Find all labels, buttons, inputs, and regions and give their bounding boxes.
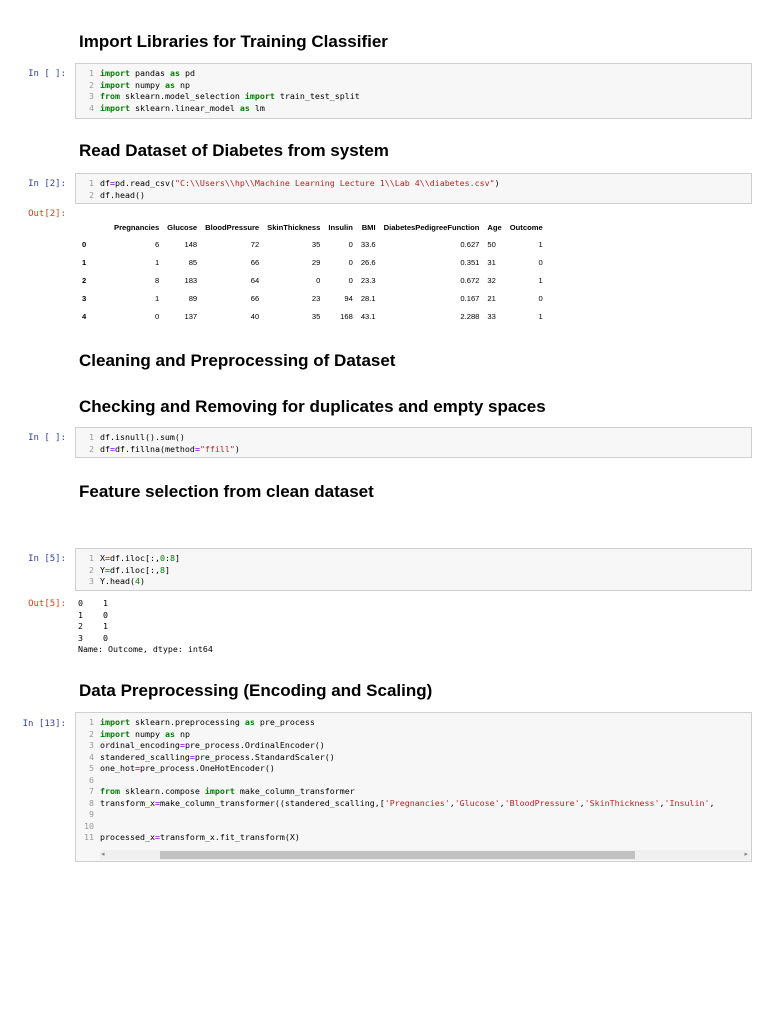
out-5-text <box>78 598 213 656</box>
code-cell-5-source[interactable]: 1 import sklearn.preprocessing as pre_process 2 import numpy as np 3 ordinal_encoding=pre_process.OrdinalEncoder() 4 standered_scalling=pre_process.StandardScaler() 5 one_hot=pre_process.OneHotEncoder() 6 7 from sklearn.compose import make_column_transformer 8 transform_x=make_column_transformer((standered_scalling,['Pregnancies','Glucose','BloodPressure','SkinThickness','Insulin', 9 10 11 processed_x=transform_x.fit_transform(X) <box>84 717 715 842</box>
table-cell: 2.288 <box>460 311 480 321</box>
table-cell: 32 <box>487 275 496 285</box>
dataframe-table <box>78 219 547 325</box>
table-cell: 94 <box>344 293 353 303</box>
table-row <box>78 289 547 307</box>
heading-import-libraries: Import Libraries for Training Classifier <box>79 32 388 51</box>
table-cell: 6 <box>154 239 160 249</box>
table-cell: 0 <box>538 257 543 267</box>
table-cell: 0 <box>348 257 353 267</box>
table-cell: 168 <box>340 311 353 321</box>
table-header <box>78 219 110 235</box>
output-line: Name: Outcome, dtype: int64 <box>78 644 213 654</box>
scrollbar-thumb[interactable] <box>160 851 635 859</box>
table-cell: 33 <box>487 311 496 321</box>
table-header: SkinThickness <box>267 222 321 232</box>
cell-5-prompt: In [13]: <box>22 719 66 729</box>
cell-3-prompt: In [ ]: <box>28 433 66 443</box>
heading-cleaning: Cleaning and Preprocessing of Dataset <box>79 351 396 370</box>
table-cell: 85 <box>188 257 198 267</box>
code-cell-2-source[interactable]: 1 df=pd.read_csv("C:\\Users\\hp\\Machine Learning Lecture 1\\Lab 4\\diabetes.csv") 2 df.head() <box>89 178 500 200</box>
table-cell: 148 <box>184 239 198 249</box>
table-header: BloodPressure <box>205 222 260 232</box>
table-row <box>78 271 547 289</box>
table-cell: 35 <box>311 239 321 249</box>
table-cell: 89 <box>188 293 198 303</box>
code-cell-5[interactable] <box>75 712 752 862</box>
cell-2-prompt: In [2]: <box>28 179 66 189</box>
table-cell: 8 <box>154 275 160 285</box>
table-cell: 64 <box>250 275 260 285</box>
table-cell: 66 <box>250 257 260 267</box>
output-line: 0 1 <box>78 598 108 608</box>
table-row <box>78 307 547 325</box>
table-cell: 50 <box>487 239 496 249</box>
output-line: 3 0 <box>78 632 108 643</box>
cell-4-prompt: In [5]: <box>28 554 66 564</box>
out-5-prompt: Out[5]: <box>28 599 66 609</box>
code-cell-3[interactable] <box>75 427 752 458</box>
table-cell: 31 <box>487 257 496 267</box>
table-cell: 0 <box>82 239 87 249</box>
cell-1-prompt: In [ ]: <box>28 69 66 79</box>
table-header: BMI <box>361 222 376 232</box>
table-cell: 33.6 <box>360 239 376 249</box>
code-cell-4[interactable] <box>75 548 752 591</box>
code-cell-4-source[interactable]: 1 X=df.iloc[:,0:8] 2 Y=df.iloc[:,8] 3 Y.head(4) <box>89 553 180 586</box>
table-cell: 0 <box>348 275 353 285</box>
scroll-left-arrow-icon[interactable]: ◂ <box>101 851 105 858</box>
table-header: Insulin <box>328 222 353 232</box>
table-cell: 35 <box>311 311 321 321</box>
table-cell: 1 <box>154 293 160 303</box>
heading-checking-duplicates: Checking and Removing for duplicates and empty spaces <box>79 397 546 416</box>
table-cell: 0.672 <box>460 275 480 285</box>
output-line: 1 0 <box>78 609 108 620</box>
table-cell: 4 <box>82 311 87 321</box>
table-cell: 72 <box>250 239 260 249</box>
table-header: Outcome <box>509 222 543 232</box>
scroll-right-arrow-icon[interactable]: ▸ <box>744 851 748 858</box>
table-cell: 23.3 <box>360 275 376 285</box>
table-cell: 1 <box>82 257 87 267</box>
heading-feature-selection: Feature selection from clean dataset <box>79 482 374 501</box>
code-cell-1-source[interactable]: 1 import pandas as pd 2 import numpy as np 3 from sklearn.model_selection import train_test_split 4 import sklearn.linear_model as lm <box>89 68 360 113</box>
heading-data-preprocessing: Data Preprocessing (Encoding and Scaling) <box>79 681 433 700</box>
code-cell-2[interactable] <box>75 173 752 204</box>
output-line: 2 1 <box>78 621 108 631</box>
table-header: Pregnancies <box>114 222 160 232</box>
table-cell: 0 <box>538 293 543 303</box>
table-cell: 183 <box>184 275 198 285</box>
table-cell: 1 <box>538 311 543 321</box>
table-cell: 3 <box>82 293 87 303</box>
table-cell: 43.1 <box>360 311 376 321</box>
table-header: DiabetesPedigreeFunction <box>383 222 480 232</box>
table-cell: 28.1 <box>360 293 376 303</box>
table-cell: 1 <box>538 275 543 285</box>
table-cell: 2 <box>82 275 87 285</box>
table-row <box>78 235 547 253</box>
table-cell: 137 <box>184 311 198 321</box>
table-cell: 0 <box>316 275 321 285</box>
heading-read-dataset: Read Dataset of Diabetes from system <box>79 141 389 160</box>
code-cell-1[interactable] <box>75 63 752 119</box>
table-cell: 0.351 <box>460 257 480 267</box>
table-cell: 66 <box>250 293 260 303</box>
table-cell: 26.6 <box>360 257 376 267</box>
table-cell: 1 <box>538 239 543 249</box>
table-cell: 29 <box>311 257 321 267</box>
table-cell: 21 <box>487 293 496 303</box>
table-cell: 40 <box>250 311 260 321</box>
table-header: Age <box>487 222 502 232</box>
table-cell: 0.167 <box>460 293 480 303</box>
out-2-prompt: Out[2]: <box>28 209 66 219</box>
table-cell: 1 <box>154 257 160 267</box>
table-cell: 0 <box>348 239 353 249</box>
horizontal-scrollbar[interactable] <box>100 850 750 860</box>
table-cell: 23 <box>311 293 321 303</box>
table-row <box>78 253 547 271</box>
table-cell: 0 <box>154 311 160 321</box>
code-cell-3-source[interactable]: 1 df.isnull().sum() 2 df=df.fillna(method="ffill") <box>89 432 240 454</box>
table-header: Glucose <box>167 222 198 232</box>
table-cell: 0.627 <box>460 239 480 249</box>
